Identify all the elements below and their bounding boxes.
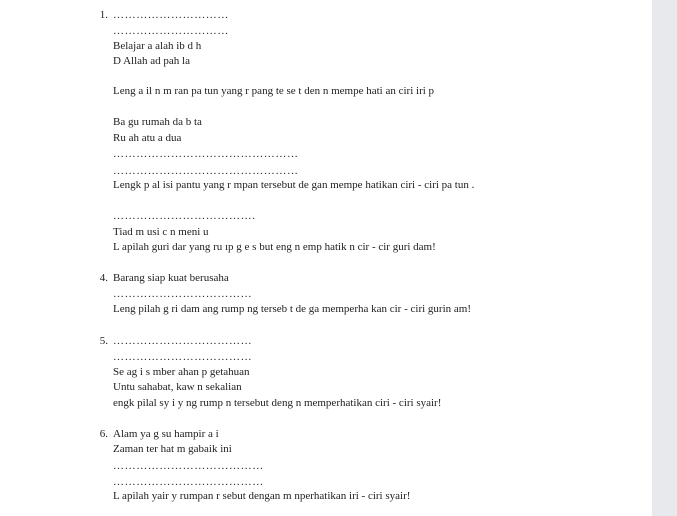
blank-line: ……………………………….	[113, 210, 256, 222]
verse-line: Belajar a alah ib d h	[113, 40, 202, 52]
side-panel	[652, 0, 677, 516]
blank-line: ………………………………	[113, 288, 253, 300]
blank-line: ………………………………	[113, 351, 253, 363]
item-number: 4.	[99, 272, 108, 284]
instruction-text: Lengk p al isi pantu yang r mpan tersebut de gan mempe hatikan ciri - ciri pa tun .	[113, 179, 475, 191]
verse-line: Ru ah atu a dua	[113, 132, 182, 144]
blank-line: ………………………………	[113, 335, 253, 347]
verse-line: Zaman ter hat m gabaik ini	[113, 443, 232, 455]
instruction-text: Leng a il n m ran pa tun yang r pang te se t den n mempe hati an ciri iri p	[113, 85, 435, 97]
blank-line: …………………………………………	[113, 165, 299, 177]
instruction-text: L apilah guri dar yang ru ıp g e s but eng n emp hatik n cir - cir guri dam!	[113, 241, 436, 253]
blank-line: …………………………………………	[113, 148, 299, 160]
item-number: 6.	[99, 428, 108, 440]
blank-line: …………………………	[113, 9, 229, 21]
verse-line: Barang siap kuat berusaha	[113, 272, 229, 284]
blank-line: …………………………………	[113, 460, 264, 472]
instruction-text: Leng pilah g ri dam ang rump ng terseb t de ga memperha kan cir - ciri gurin am!	[113, 303, 471, 315]
verse-line: Untu sahabat, kaw n sekalian	[113, 381, 242, 393]
verse-line: Ba gu rumah da b ta	[113, 116, 202, 128]
verse-line: D Allah ad pah la	[113, 55, 190, 67]
instruction-text: L apilah yair y rumpan r sebut dengan m nperhatikan iri - ciri syair!	[113, 490, 411, 502]
item-number: 5.	[99, 335, 108, 347]
instruction-text: engk pilal sy i y ng rump n tersebut deng n memperhatikan ciri - ciri syair!	[113, 397, 442, 409]
blank-line: …………………………	[113, 25, 229, 37]
item-number: 1.	[99, 9, 108, 21]
verse-line: Tiad m usi c n meni u	[113, 226, 209, 238]
verse-line: Alam ya g su hampir a i	[113, 428, 219, 440]
blank-line: …………………………………	[113, 476, 264, 488]
verse-line: Se ag i s mber ahan p getahuan	[113, 366, 250, 378]
